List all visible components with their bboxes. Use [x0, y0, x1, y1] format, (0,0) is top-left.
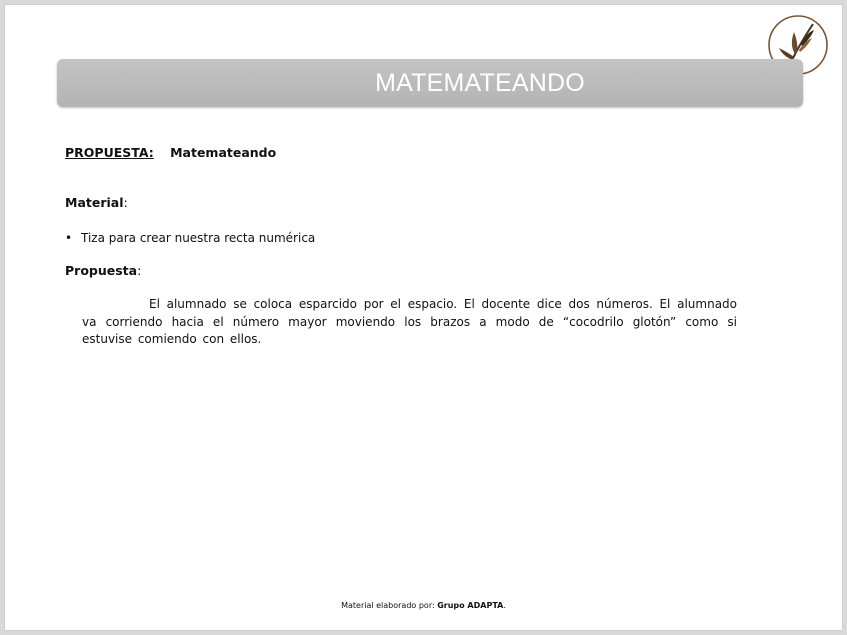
material-heading: [65, 195, 128, 210]
proposal-heading: [65, 145, 276, 160]
footer-author: Grupo ADAPTA: [437, 601, 504, 610]
footer-credit: [0, 601, 847, 610]
material-label: Material: [65, 195, 124, 210]
description-heading: [65, 263, 141, 278]
bullet-dot-icon: •: [65, 231, 73, 245]
description-label: Propuesta: [65, 263, 138, 278]
list-item: [65, 231, 315, 245]
footer-suffix: .: [503, 601, 506, 610]
material-colon: :: [123, 195, 128, 210]
material-item-text: Tiza para crear nuestra recta numérica: [81, 231, 316, 245]
proposal-name: Matemateando: [170, 145, 277, 160]
description-paragraph: El alumnado se coloca esparcido por el espacio. El docente dice dos números. El alumnado va corriendo hacia el número mayor moviendo los brazos a modo de “cocodrilo glotón” como si estuvise comiendo con ellos.: [82, 297, 737, 346]
description-colon: :: [137, 263, 142, 278]
page-title: MATEMATEANDO: [375, 68, 585, 97]
proposal-label: PROPUESTA:: [65, 145, 154, 160]
footer-prefix: Material elaborado por:: [341, 601, 438, 610]
title-banner: [57, 59, 803, 107]
